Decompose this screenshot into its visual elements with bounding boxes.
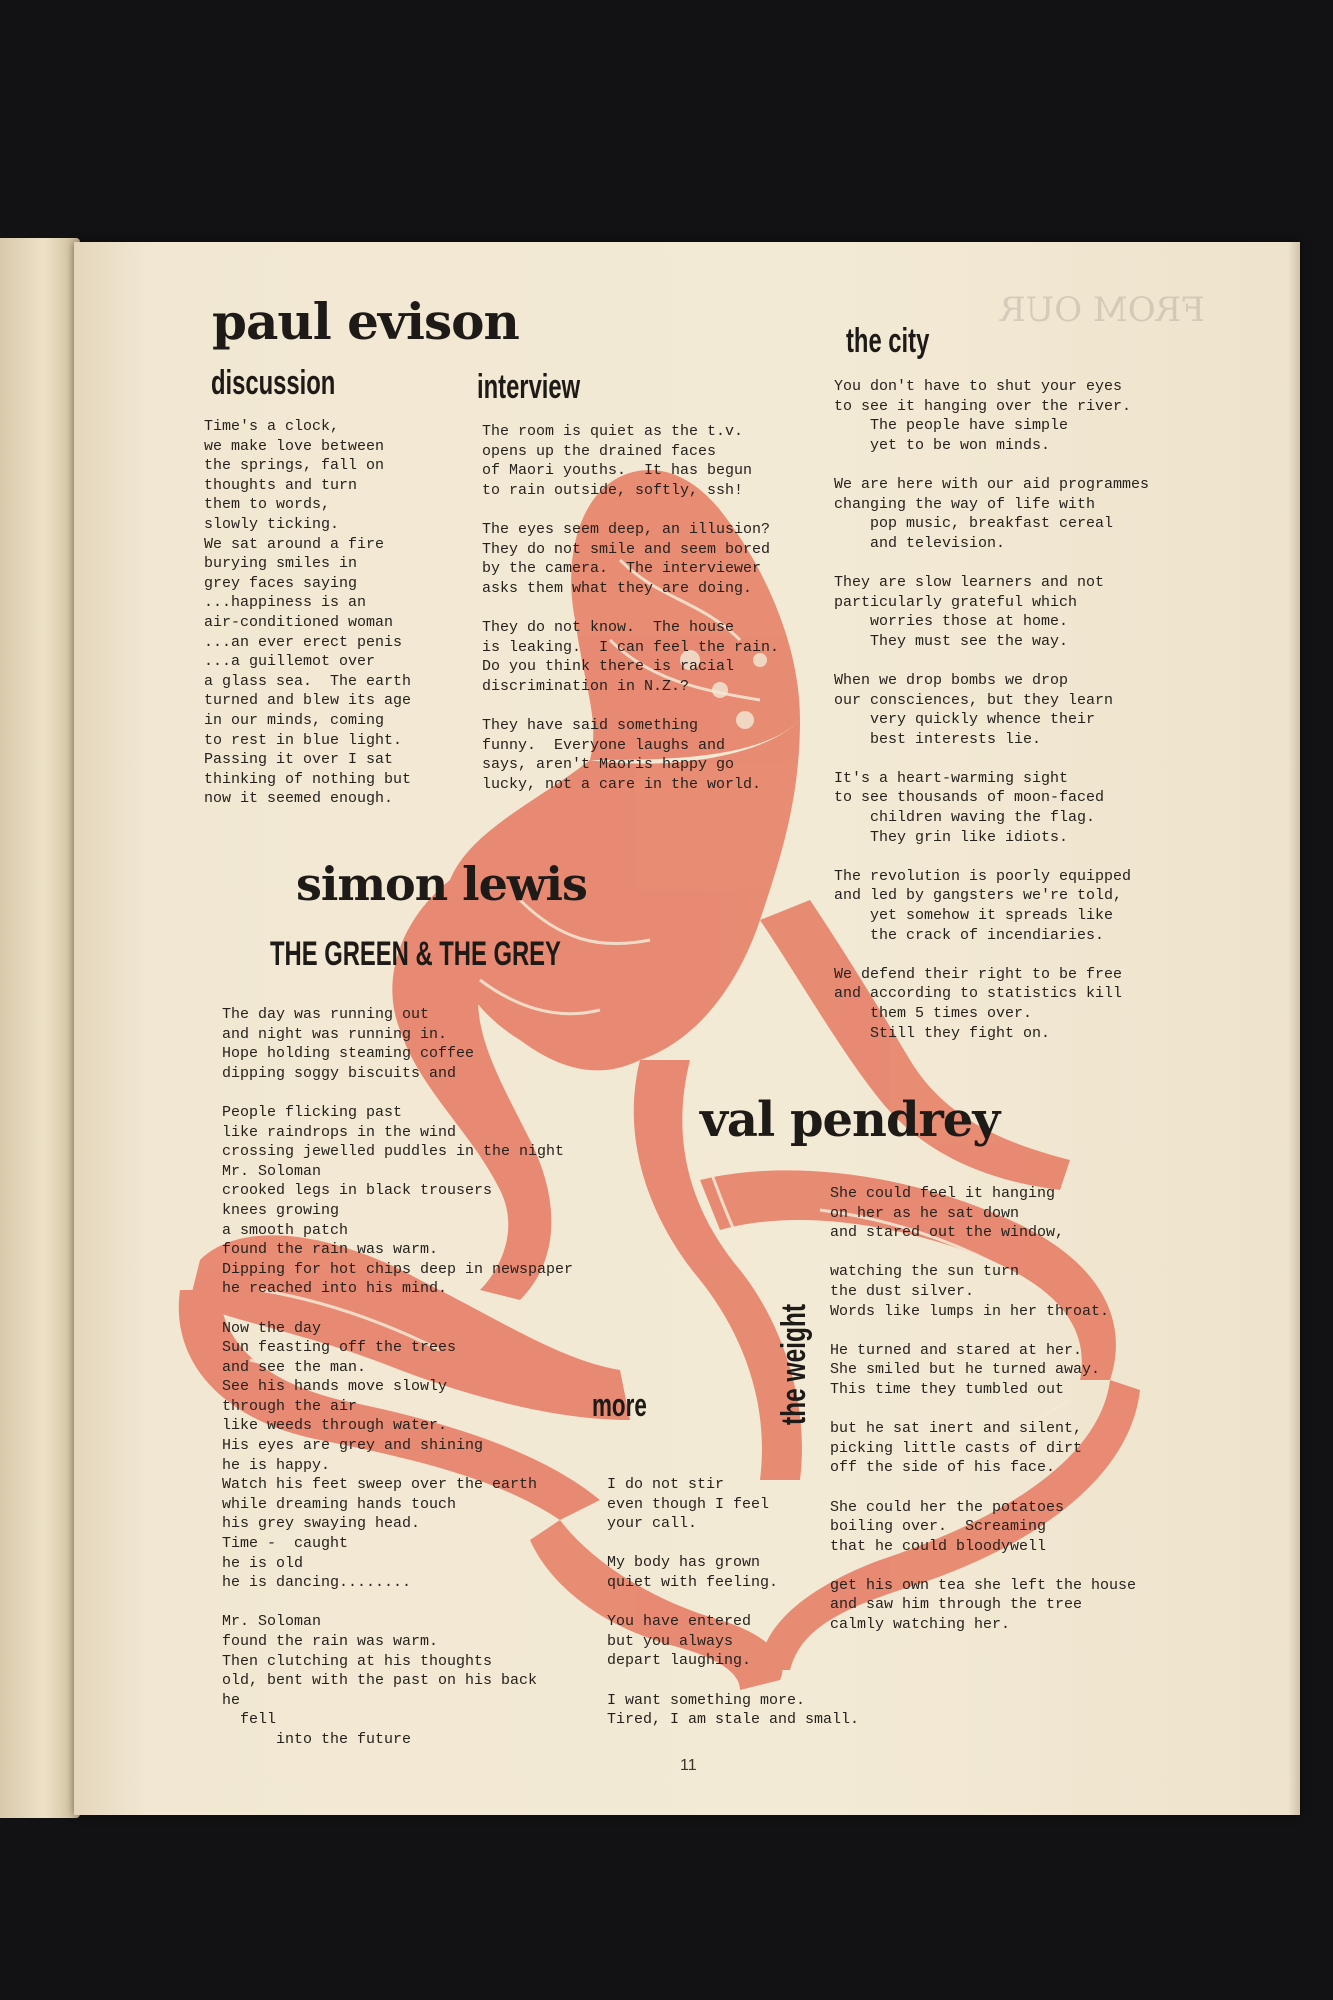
poem-text-the-weight: She could feel it hanging on her as he sat down and stared out the window, watching the sun turn the dust silver. Words like lumps in her throat. He turned and stared at her. She smiled but he turned away. This time they tumbled out but he sat inert and silent, picking little casts of dirt off the side of his face. She could her the potatoes boiling over. Screaming that he could bloodywell get his own tea she left the house and saw him through the tree calmly watching her. <box>830 1185 1137 1634</box>
poem-title-interview: interview <box>477 368 581 406</box>
poem-text-the-green-and-the-grey: The day was running out and night was running in. Hope holding steaming coffee dipping soggy biscuits and People flicking past like raindrops in the wind crossing jewelled puddles in the night Mr. Soloman crooked legs in black trousers knees growing a smooth patch found the rain was warm. Dipping for hot chips deep in newspaper he reached into his mind. Now the day Sun feasting off the trees and see the man. See his hands move slowly through the air like weeds through water. His eyes are grey and shining he is happy. Watch his feet sweep over the earth while dreaming hands touch his grey swaying head. Time - caught he is old he is dancing........ Mr. Soloman found the rain was warm. Then clutching at his thoughts old, bent with the past on his back he fell into the future <box>222 1006 574 1748</box>
poem-title-discussion: discussion <box>211 364 336 402</box>
poem-title-more: more <box>592 1387 647 1423</box>
poem-title-the-city: the city <box>846 322 930 360</box>
author-simon-lewis: simon lewis <box>296 857 587 911</box>
show-through-text: FROM OUR <box>1000 290 1205 330</box>
page-number: 11 <box>680 1757 697 1774</box>
author-paul-evison: paul evison <box>212 292 519 351</box>
poem-text-the-city: You don't have to shut your eyes to see it hanging over the river. The people have simple yet to be won minds. We are here with our aid programmes changing the way of life with pop music, breakfast cereal and television. They are slow learners and not particularly grateful which worries those at home. They must see the way. When we drop bombs we drop our consciences, but they learn very quickly whence their best interests lie. It's a heart-warming sight to see thousands of moon-faced children waving the flag. They grin like idiots. The revolution is poorly equipped and led by gangsters we're told, yet somehow it spreads like the crack of incendiaries. We defend their right to be free and according to statistics kill them 5 times over. Still they fight on. <box>834 378 1150 1042</box>
poem-text-discussion: Time's a clock, we make love between the springs, fall on thoughts and turn them to words, slowly ticking. We sat around a fire burying smiles in grey faces saying ...happiness is an air-conditioned woman ...an ever erect penis ...a guillemot over a glass sea. The earth turned and blew its age in our minds, coming to rest in blue light. Passing it over I sat thinking of nothing but now it seemed enough. <box>204 418 412 808</box>
author-val-pendrey: val pendrey <box>700 1092 1000 1148</box>
poem-title-the-weight: the weight <box>775 1303 813 1425</box>
poem-title-the-green-and-the-grey: THE GREEN & THE GREY <box>270 935 561 973</box>
poem-text-interview: The room is quiet as the t.v. opens up the drained faces of Maori youths. It has begun to rain outside, softly, ssh! The eyes seem deep, an illusion? They do not smile and seem bored by the camera. The interviewer asks them what they are doing. They do not know. The house is leaking. I can feel the rain. Do you think there is racial discrimination in N.Z.? They have said something funny. Everyone laughs and says, aren't Maoris happy go lucky, not a care in the world. <box>482 423 780 793</box>
poem-text-more: I do not stir even though I feel your call. My body has grown quiet with feeling. You have entered but you always depart laughing. I want something more. Tired, I am stale and small. <box>607 1476 860 1729</box>
